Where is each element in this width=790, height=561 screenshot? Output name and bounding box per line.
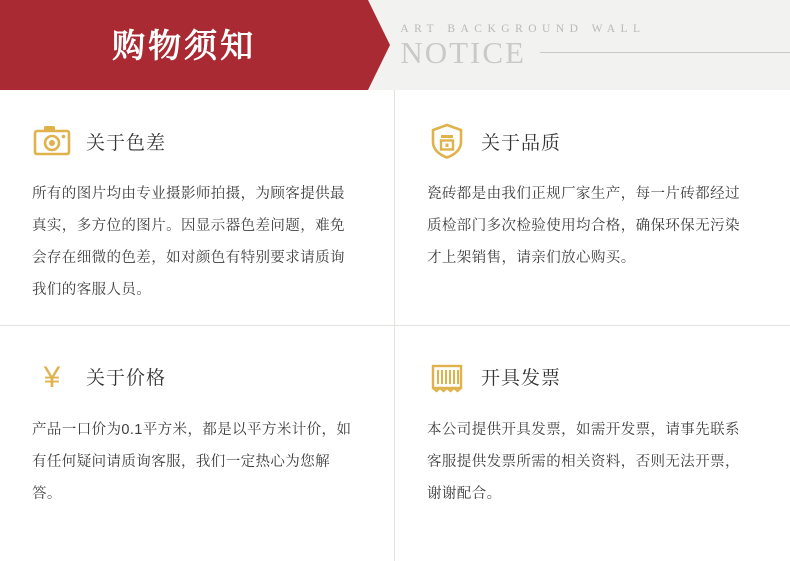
header-english-subtitle: ART BACKGROUND WALL xyxy=(400,22,646,35)
shield-quality-icon xyxy=(427,121,467,161)
header-english-title-wrap xyxy=(400,34,790,70)
notice-body: 本公司提供开具发票，如需开发票，请事先联系客服提供发票所需的相关资料，否则无法开票，谢谢配合。 xyxy=(427,421,740,502)
notice-header xyxy=(427,118,752,164)
notice-header xyxy=(427,354,752,400)
yuan-price-icon xyxy=(32,357,72,397)
notice-body: 产品一口价为0.1平方米，都是以平方米计价，如有任何疑问请质询客服，我们一定热心为您解答。 xyxy=(32,421,352,502)
notice-header xyxy=(32,118,356,164)
page-title: 购物须知 xyxy=(112,26,257,64)
notice-item-price xyxy=(0,326,395,561)
notice-item-quality xyxy=(395,90,790,326)
invoice-icon xyxy=(427,357,467,397)
page-header xyxy=(0,0,790,90)
notice-header xyxy=(32,354,356,400)
header-divider-line xyxy=(540,52,790,53)
notice-title: 关于品质 xyxy=(481,132,562,154)
notice-item-invoice xyxy=(395,326,790,561)
notice-title: 关于色差 xyxy=(86,132,167,154)
notice-body: 所有的图片均由专业摄影师拍摄，为顾客提供最真实，多方位的图片。因显示器色差问题，难免会存在细微的色差，如对颜色有特别要求请质询我们的客服人员。 xyxy=(32,186,345,298)
header-english-block xyxy=(368,0,790,90)
notice-body: 瓷砖都是由我们正规厂家生产，每一片砖都经过质检部门多次检验使用均合格，确保环保无污染才上架销售，请亲们放心购买。 xyxy=(427,186,740,266)
header-arrow-icon xyxy=(368,0,390,90)
notice-item-color xyxy=(0,90,395,326)
header-english-title: NOTICE xyxy=(400,34,526,70)
notice-title: 关于价格 xyxy=(86,368,167,389)
notice-title: 开具发票 xyxy=(481,368,562,389)
header-red-block xyxy=(0,0,368,90)
notice-grid xyxy=(0,90,790,561)
svg-text:¥: ¥ xyxy=(43,360,61,394)
camera-icon xyxy=(32,121,72,161)
